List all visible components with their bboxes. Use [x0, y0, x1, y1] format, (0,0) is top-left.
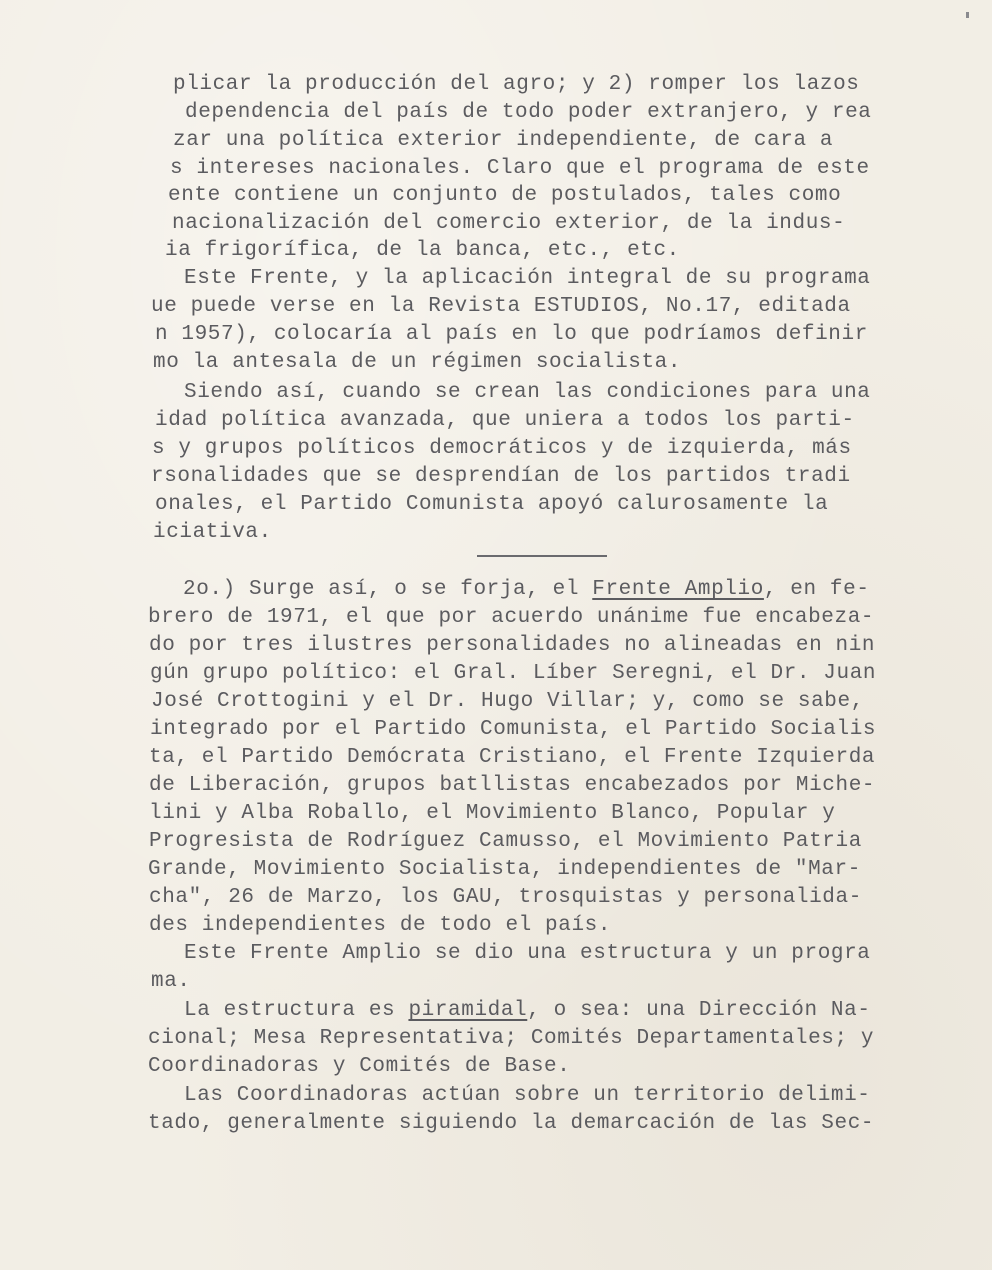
text-line: iciativa. — [153, 521, 272, 544]
paper-mark — [966, 12, 969, 18]
text-line: Este Frente Amplio se dio una estructura y un progra — [184, 942, 871, 965]
text-line: Las Coordinadoras actúan sobre un territorio delimi- — [184, 1084, 871, 1107]
text-line: ma. — [151, 970, 191, 993]
text-line: rsonalidades que se desprendían de los partidos tradi — [151, 465, 851, 488]
piramidal-underlined: piramidal — [408, 999, 528, 1022]
text-line: integrado por el Partido Comunista, el Partido Socialis — [150, 718, 877, 741]
text-line: onales, el Partido Comunista apoyó calurosamente la — [155, 493, 829, 516]
text-line: lini y Alba Roballo, el Movimiento Blanco, Popular y — [149, 802, 836, 825]
text-segment: 2o.) Surge así, o se forja, el — [183, 578, 593, 601]
text-line: idad política avanzada, que uniera a todos los parti- — [155, 409, 855, 432]
text-segment: La estructura es — [184, 999, 409, 1022]
text-line: de Liberación, grupos batllistas encabezados por Miche- — [149, 774, 876, 797]
text-line: Siendo así, cuando se crean las condiciones para una — [184, 381, 871, 404]
text-line — [184, 998, 871, 1024]
text-line: Este Frente, y la aplicación integral de su programa — [184, 267, 871, 290]
text-line: do por tres ilustres personalidades no alineadas en nin — [149, 634, 876, 657]
text-line: tado, generalmente siguiendo la demarcación de las Sec- — [148, 1112, 875, 1135]
text-line: s y grupos políticos democráticos y de izquierda, más — [152, 437, 852, 460]
text-line: s intereses nacionales. Claro que el programa de este — [170, 157, 870, 180]
text-line: Coordinadoras y Comités de Base. — [148, 1055, 571, 1078]
text-line: zar una política exterior independiente, de cara a — [173, 129, 834, 152]
text-line: brero de 1971, el que por acuerdo unánime fue encabeza- — [148, 606, 875, 629]
text-line: José Crottogini y el Dr. Hugo Villar; y, como se sabe, — [151, 690, 864, 713]
text-line: cha", 26 de Marzo, los GAU, trosquistas y personalida- — [149, 886, 862, 909]
text-line: mo la antesala de un régimen socialista. — [153, 351, 682, 374]
text-line: Grande, Movimiento Socialista, independientes de "Mar- — [148, 858, 861, 881]
section-divider — [477, 555, 607, 557]
text-line: ia frigorífica, de la banca, etc., etc. — [165, 239, 680, 262]
text-line: gún grupo político: el Gral. Líber Seregni, el Dr. Juan — [150, 662, 877, 685]
text-line: Progresista de Rodríguez Camusso, el Movimiento Patria — [149, 830, 862, 853]
text-segment: , en fe- — [763, 578, 870, 601]
text-line: des independientes de todo el país. — [149, 914, 612, 937]
text-line: plicar la producción del agro; y 2) romper los lazos — [173, 73, 860, 96]
text-line: ue puede verse en la Revista ESTUDIOS, No.17, editada — [151, 295, 851, 318]
text-line: ta, el Partido Demócrata Cristiano, el Frente Izquierda — [149, 746, 876, 769]
text-line: dependencia del país de todo poder extranjero, y rea — [185, 101, 872, 124]
text-line: cional; Mesa Representativa; Comités Departamentales; y — [148, 1027, 875, 1050]
text-line: n 1957), colocaría al país en lo que podríamos definir — [155, 323, 868, 346]
text-line: ente contiene un conjunto de postulados, tales como — [168, 184, 842, 207]
text-line: nacionalización del comercio exterior, de la indus- — [172, 212, 846, 235]
text-segment: , o sea: una Dirección Na- — [527, 999, 871, 1022]
frente-amplio-underlined: Frente Amplio — [592, 578, 764, 601]
text-line — [183, 577, 870, 603]
